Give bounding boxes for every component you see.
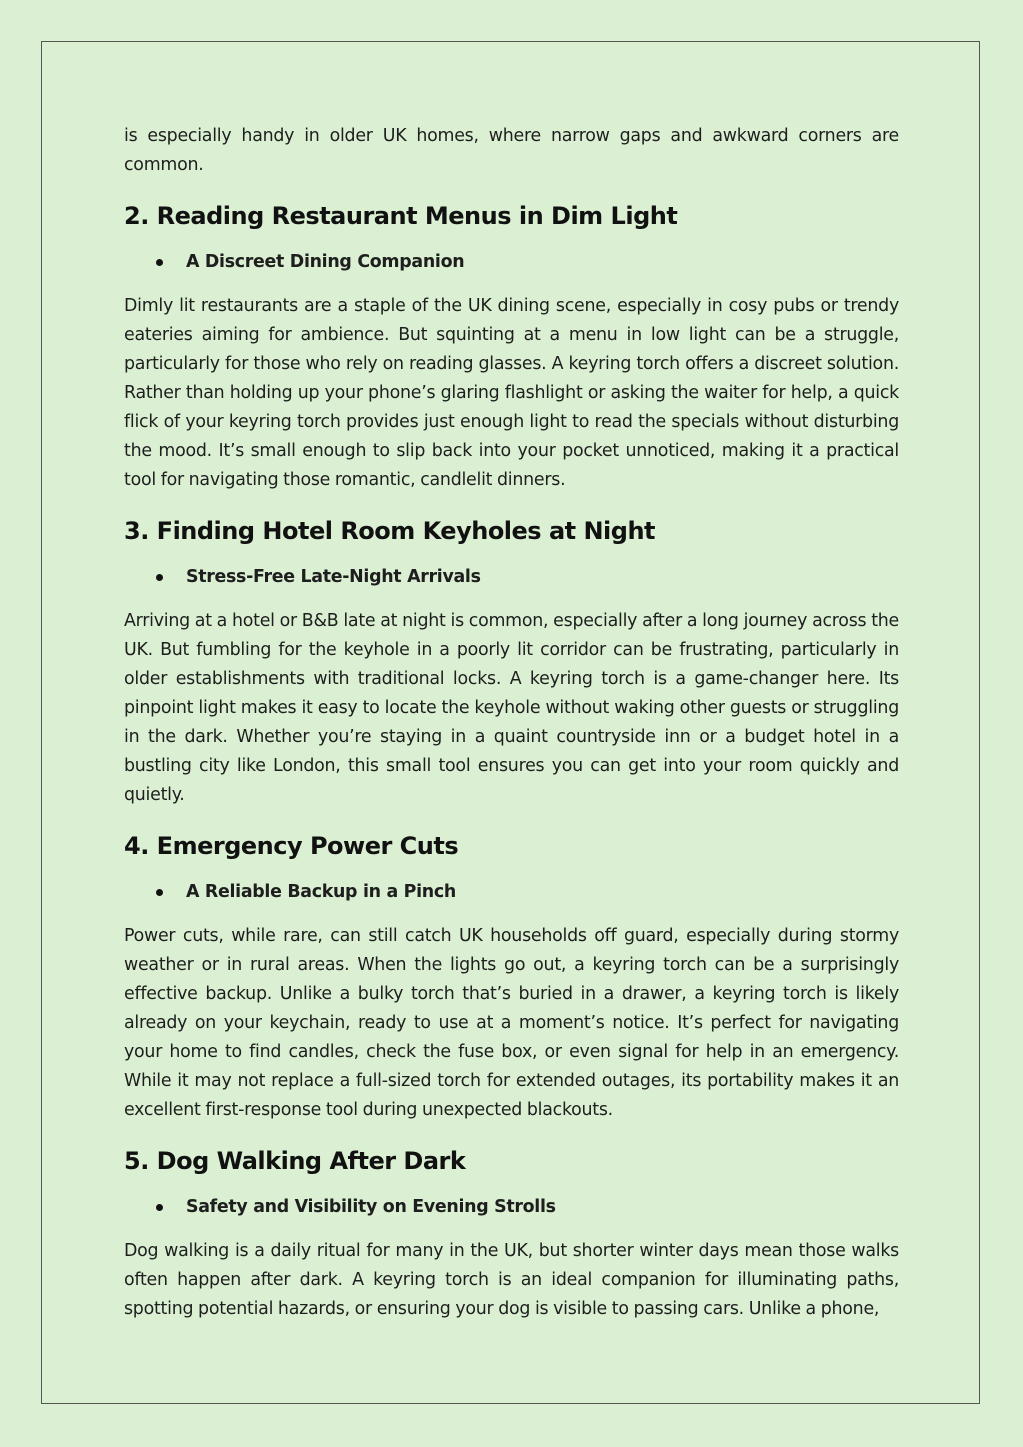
document-body <box>124 122 899 1324</box>
bullet-dot-icon <box>156 259 163 266</box>
bullet-dot-icon <box>156 889 163 896</box>
bullet-list-3 <box>124 564 899 590</box>
bullet-text-5: Safety and Visibility on Evening Strolls <box>186 1197 556 1217</box>
bullet-item-2 <box>124 249 899 275</box>
bullet-dot-icon <box>156 574 163 581</box>
bullet-text-2: A Discreet Dining Companion <box>186 252 465 272</box>
intro-paragraph: is especially handy in older UK homes, where narrow gaps and awkward corners are common. <box>124 126 899 175</box>
section-paragraph-5: Dog walking is a daily ritual for many in the UK, but shorter winter days mean those walks often happen after dark. A keyring torch is an ideal companion for illuminating paths, spotting potential hazards, or ensuring your dog is visible to passing cars. Unlike a phone, <box>124 1241 899 1319</box>
bullet-item-3 <box>124 564 899 590</box>
bullet-dot-icon <box>156 1204 163 1211</box>
section-heading-4: 4. Emergency Power Cuts <box>124 832 459 860</box>
bullet-text-4: A Reliable Backup in a Pinch <box>186 882 456 902</box>
bullet-list-5 <box>124 1194 899 1220</box>
bullet-text-3: Stress-Free Late-Night Arrivals <box>186 567 481 587</box>
section-heading-2: 2. Reading Restaurant Menus in Dim Light <box>124 202 678 230</box>
bullet-list-2 <box>124 249 899 275</box>
bullet-item-5 <box>124 1194 899 1220</box>
bullet-item-4 <box>124 879 899 905</box>
bullet-list-4 <box>124 879 899 905</box>
section-paragraph-2: Dimly lit restaurants are a staple of the UK dining scene, especially in cosy pubs or trendy eateries aiming for ambience. But squinting at a menu in low light can be a struggle, particularly for those who rely on reading glasses. A keyring torch offers a discreet solution. Rather than holding up your phone’s glaring flashlight or asking the waiter for help, a quick flick of your keyring torch provides just enough light to read the specials without disturbing the mood. It’s small enough to slip back into your pocket unnoticed, making it a practical tool for navigating those romantic, candlelit dinners. <box>124 296 899 490</box>
section-heading-5: 5. Dog Walking After Dark <box>124 1147 466 1175</box>
section-paragraph-3: Arriving at a hotel or B&B late at night is common, especially after a long journey across the UK. But fumbling for the keyhole in a poorly lit corridor can be frustrating, particularly in older establishments with traditional locks. A keyring torch is a game-changer here. Its pinpoint light makes it easy to locate the keyhole without waking other guests or struggling in the dark. Whether you’re staying in a quaint countryside inn or a budget hotel in a bustling city like London, this small tool ensures you can get into your room quickly and quietly. <box>124 611 899 805</box>
section-heading-3: 3. Finding Hotel Room Keyholes at Night <box>124 517 656 545</box>
section-paragraph-4: Power cuts, while rare, can still catch UK households off guard, especially during stormy weather or in rural areas. When the lights go out, a keyring torch can be a surprisingly effective backup. Unlike a bulky torch that’s buried in a drawer, a keyring torch is likely already on your keychain, ready to use at a moment’s notice. It’s perfect for navigating your home to find candles, check the fuse box, or even signal for help in an emergency. While it may not replace a full-sized torch for extended outages, its portability makes it an excellent first-response tool during unexpected blackouts. <box>124 926 899 1120</box>
